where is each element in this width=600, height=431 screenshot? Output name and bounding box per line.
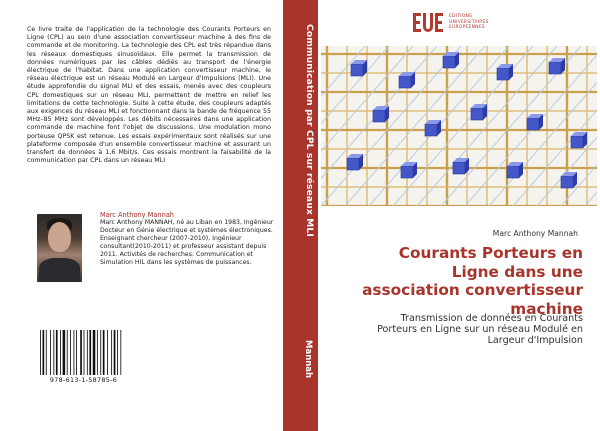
back-cover-blurb: Ce livre traite de l'application de la technologie des Courants Porteurs en Ligne (CPL) au sein d'une association convertisseur machine à des fins de commande et de monitoring. La technologie des CPL est très répandue dans les réseaux domestiques sinusoïdaux. Elle permet la transmission de données numériques par les câbles dédiés au transport de l'énergie électrique de l'habitat. Dans une application convertisseur machine, le réseau électrique est un réseau Modulé en Largeur d'Impulsions (MLI). Une étude approfondie du signal MLI et des essais, menés avec des coupleurs CPL domestiques sur un réseau MLI, permettent de mettre en relief les limitations de cette technologie. Suite à cette étude, des coupleurs adaptés aux exigences du réseau MLI et fonctionnant dans la bande de fréquence 55 MHz–85 MHz sont développés. Les débits nécessaires dans une application commande de machine font l'objet de discussions. Une modulation mono porteuse QPSK est retenue. Les essais expérimentaux sont réalisés sur une plateforme composée d'un ensemble convertisseur machine et assurant un transfert de données à 1,6 Mbit/s. Ces essais montrent la faisabilité de la communication par CPL dans un réseau MLI	[27, 26, 271, 165]
eue-logo-icon	[411, 10, 445, 38]
book-title: Courants Porteurs en Ligne dans une association convertisseur machine	[362, 244, 583, 318]
back-author-name: Marc Anthony Mannah	[100, 211, 174, 219]
book-subtitle: Transmission de données en Courants Porteurs en Ligne sur un réseau Modulé en Largeur d'Impulsion	[377, 313, 583, 346]
barcode-icon	[39, 330, 128, 375]
barcode	[37, 318, 130, 389]
spine-title: Communication par CPL sur réseaux MLI	[304, 24, 315, 237]
author-photo	[37, 214, 82, 282]
front-author: Marc Anthony Mannah	[492, 229, 578, 238]
spine	[283, 0, 318, 431]
spine-author: Mannah	[303, 340, 313, 379]
back-cover	[0, 0, 283, 431]
publisher-logo	[411, 10, 531, 38]
publisher-name: EDITIONS UNIVERSITAIRES EUROPEENNES	[449, 14, 489, 31]
author-bio: Marc Anthony MANNAH, né au Liban en 1983, Ingénieur Docteur en Génie électrique et systèmes électroniques. Enseignant chercheur (2007-2010), Ingénieur consultant(2010-2011) et professeur assistant depuis 2011. Activités de recherches: Communication et Simulation HIL dans les systèmes de puissances.	[100, 219, 274, 266]
isbn-number: 978-613-1-58785-6	[49, 376, 118, 384]
cover-illustration	[321, 46, 597, 206]
front-cover	[318, 0, 600, 431]
